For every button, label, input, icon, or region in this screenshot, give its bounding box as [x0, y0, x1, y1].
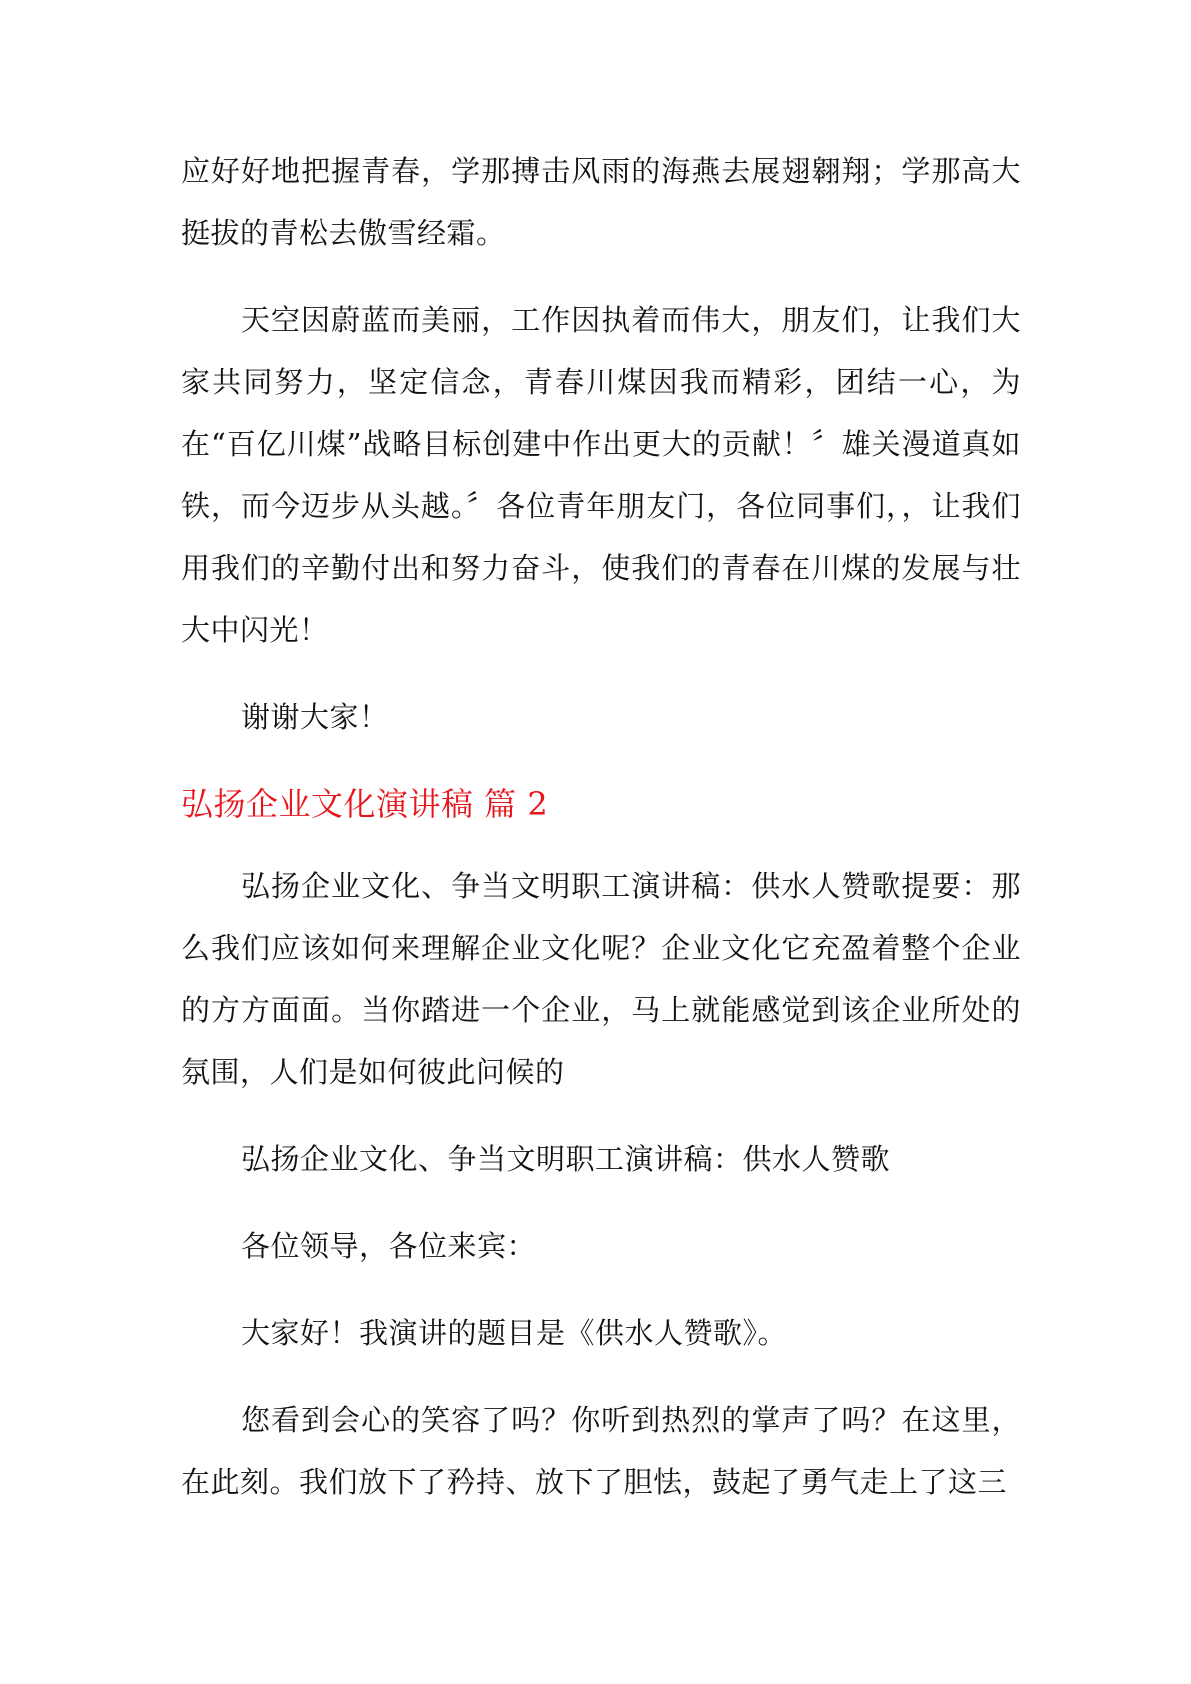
- document-body: [181, 140, 1021, 1538]
- paragraph-continuation: 应好好地把握青春，学那搏击风雨的海燕去展翅翱翔；学那高大挺拔的青松去傲雪经霜。: [181, 154, 1021, 250]
- paragraph-summary: 弘扬企业文化、争当文明职工演讲稿：供水人赞歌提要：那么我们应该如何来理解企业文化呢？企业文化它充盈着整个企业的方方面面。当你踏进一个企业，马上就能感觉到该企业所处的氛围，人们是如何彼此问候的: [181, 869, 1021, 1089]
- paragraph-greeting: 大家好！我演讲的题目是《供水人赞歌》。: [241, 1316, 788, 1350]
- paragraph-opening: 您看到会心的笑容了吗？你听到热烈的掌声了吗？在这里，在此刻。我们放下了矜持、放下了胆怯，鼓起了勇气走上了这三: [181, 1403, 1021, 1499]
- paragraph-closing-appeal: 天空因蔚蓝而美丽，工作因执着而伟大，朋友们，让我们大家共同努力，坚定信念，青春川煤因我而精彩，团结一心，为在“百亿川煤”战略目标创建中作出更大的贡献！〞雄关漫道真如铁，而今迈步从头越。〞各位青年朋友门，各位同事们，，让我们用我们的辛勤付出和努力奋斗，使我们的青春在川煤的发展与壮大中闪光！: [181, 303, 1021, 647]
- paragraph-speech-title: 弘扬企业文化、争当文明职工演讲稿：供水人赞歌: [241, 1142, 891, 1176]
- paragraph-thanks: 谢谢大家！: [241, 700, 389, 734]
- paragraph-salutation: 各位领导，各位来宾：: [241, 1229, 537, 1263]
- section-heading: 弘扬企业文化演讲稿 篇 2: [181, 785, 549, 823]
